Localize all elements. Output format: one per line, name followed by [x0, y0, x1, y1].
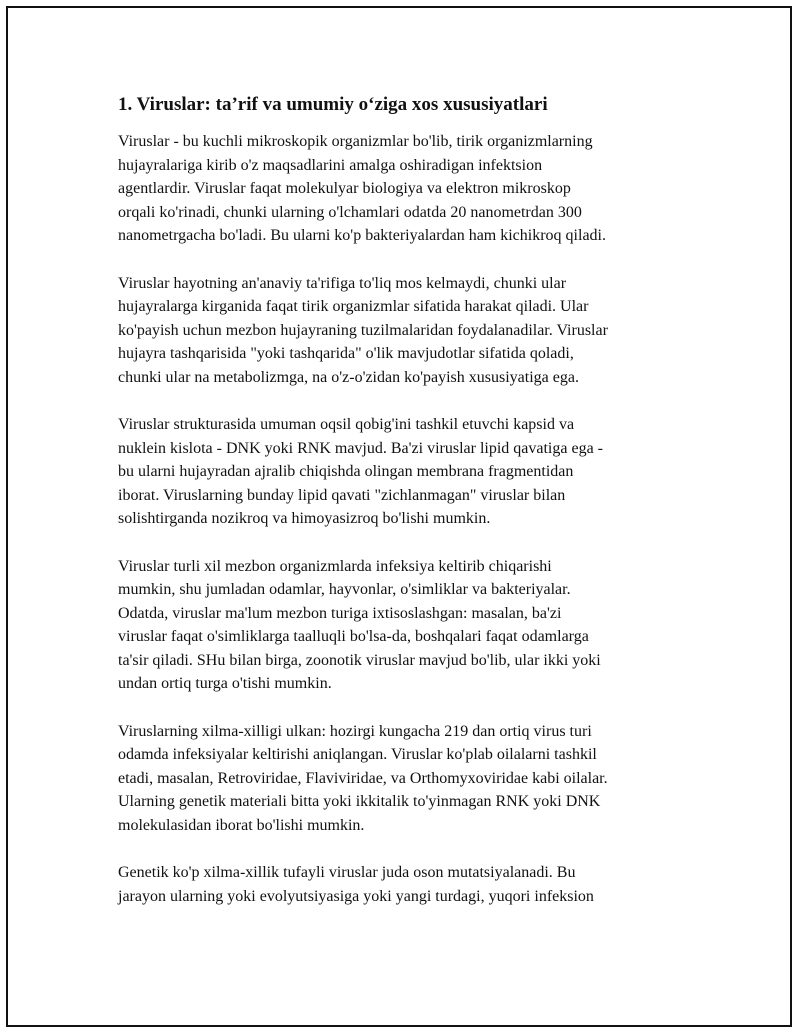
paragraph-2: Viruslar hayotning an'anaviy ta'rifiga to'liq mos kelmaydi, chunki ular hujayralarga kirganida faqat tirik organizmlar sifatida harakat qiladi. Ular ko'payish uchun mezbon hujayraning tuzilmalaridan foydalanadilar. Viruslar hujayra tashqarisida "yoki tashqarida" o'lik mavjudotlar sifatida qoladi, chunki ular na metabolizmga, na o'z-o'zidan ko'payish xususiyatiga ega. [118, 274, 608, 386]
paragraph-5: Viruslarning xilma-xilligi ulkan: hozirgi kungacha 219 dan ortiq virus turi odamda infeksiyalar keltirishi aniqlangan. Viruslar ko'plab oilalarni tashkil etadi, masalan, Retroviridae, Flaviviridae, va Orthomyxoviridae kabi oilalar. Ularning genetik materiali bitta yoki ikkitalik to'yinmagan RNK yoki DNK molekulasidan iborat bo'lishi mumkin. [118, 722, 608, 834]
paragraph-1: Viruslar - bu kuchli mikroskopik organizmlar bo'lib, tirik organizmlarning hujayralariga kirib o'z maqsadlarini amalga oshiradigan infektsion agentlardir. Viruslar faqat molekulyar biologiya va elektron mikroskop orqali ko'rinadi, chunki ularning o'lchamlari odatda 20 nanometrdan 300 nanometrgacha bo'ladi. Bu ularni ko'p bakteriyalardan ham kichikroq qiladi. [118, 133, 606, 244]
section-heading: 1. Viruslar: ta’rif va umumiy o‘ziga xos xususiyatlari [118, 94, 548, 115]
paragraph-4: Viruslar turli xil mezbon organizmlarda infeksiya keltirib chiqarishi mumkin, shu jumladan odamlar, hayvonlar, o'simliklar va bakteriyalar. Odatda, viruslar ma'lum mezbon turiga ixtisoslashgan: masalan, ba'zi viruslar faqat o'simliklarga taalluqli bo'lsa-da, boshqalari faqat odamlarga ta'sir qiladi. SHu bilan birga, zoonotik viruslar mavjud bo'lib, ular ikki yoki undan ortiq turga o'tishi mumkin. [118, 557, 601, 692]
paragraph-6: Genetik ko'p xilma-xillik tufayli viruslar juda oson mutatsiyalanadi. Bu jarayon ularning yoki evolyutsiyasiga yoki yangi turdagi, yuqori infeksion [118, 864, 594, 905]
document-body [118, 92, 698, 932]
paragraph-3: Viruslar strukturasida umuman oqsil qobig'ini tashkil etuvchi kapsid va nuklein kislota - DNK yoki RNK mavjud. Ba'zi viruslar lipid qavatiga ega - bu ularni hujayradan ajralib chiqishda olingan membrana fragmentidan iborat. Viruslarning bunday lipid qavati "zichlanmagan" viruslar bilan solishtirganda nozikroq va himoyasizroq bo'lishi mumkin. [118, 416, 604, 527]
